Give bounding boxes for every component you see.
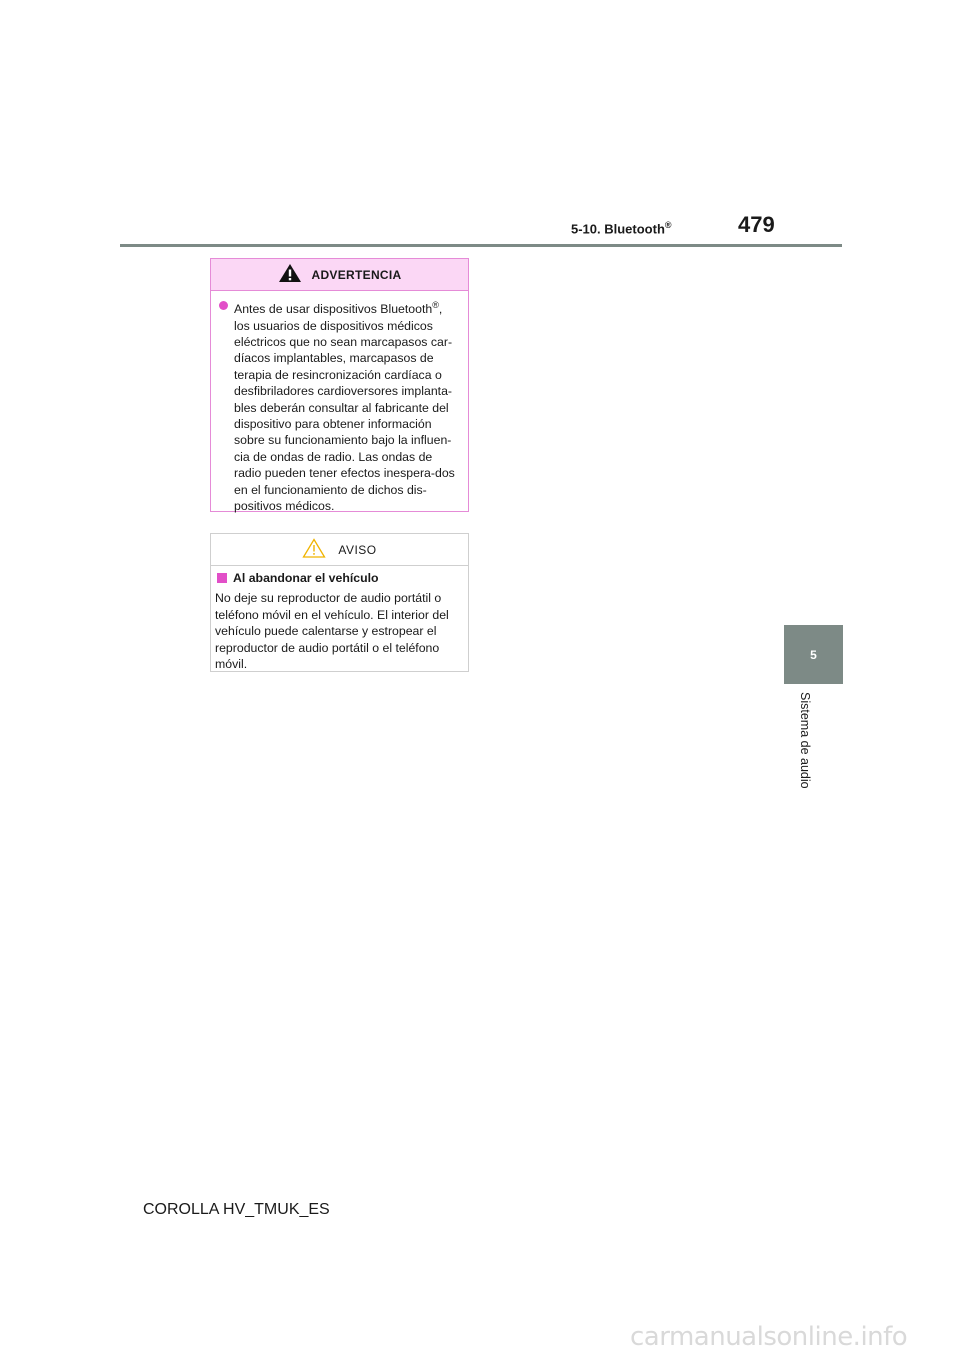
notice-text: No deje su reproductor de audio portátil o teléfono móvil en el vehículo. El interior del vehículo puede calentarse y estropear el reproductor de audio portátil o el teléfono móvil. bbox=[215, 591, 449, 672]
bullet-dot-icon bbox=[219, 301, 228, 310]
warning-text: Antes de usar dispositivos Bluetooth®, los usuarios de dispositivos médicos eléctricos que no sean marcapasos car-díacos implantables, marcapasos de terapia de resincronización cardíaca o desfibriladores cardioversores implanta-bles deberán consultar al fabricante del dispositivo para obtener información sobre su funcionamiento bajo la influen-cia de ondas de radio. Las ondas de radio pueden tener efectos inespera-dos en el funcionamiento de dichos dis-positivos médicos. bbox=[234, 300, 455, 513]
notice-title: AVISO bbox=[338, 542, 377, 557]
chapter-number: 5 bbox=[810, 647, 817, 662]
warning-triangle-icon bbox=[278, 263, 302, 286]
section-title: 5-10. Bluetooth® bbox=[571, 220, 672, 237]
watermark: carmanualsonline.info bbox=[630, 1322, 908, 1352]
notice-subtitle: Al abandonar el vehículo bbox=[233, 571, 379, 585]
square-bullet-icon bbox=[217, 573, 227, 583]
warning-body bbox=[211, 291, 468, 514]
notice-header bbox=[211, 534, 468, 566]
footer-code: COROLLA HV_TMUK_ES bbox=[143, 1201, 330, 1218]
notice-subtitle-row bbox=[215, 570, 460, 586]
header-rule bbox=[120, 244, 842, 247]
notice-box bbox=[210, 533, 469, 672]
chapter-title: Sistema de audio bbox=[798, 692, 812, 789]
warning-title: ADVERTENCIA bbox=[311, 267, 402, 282]
warning-header bbox=[211, 259, 468, 291]
page-number: 479 bbox=[738, 212, 775, 237]
warning-item bbox=[217, 297, 460, 514]
warning-box bbox=[210, 258, 469, 512]
chapter-tab bbox=[784, 625, 843, 684]
caution-triangle-outline-icon bbox=[302, 538, 326, 561]
notice-body bbox=[211, 566, 468, 672]
